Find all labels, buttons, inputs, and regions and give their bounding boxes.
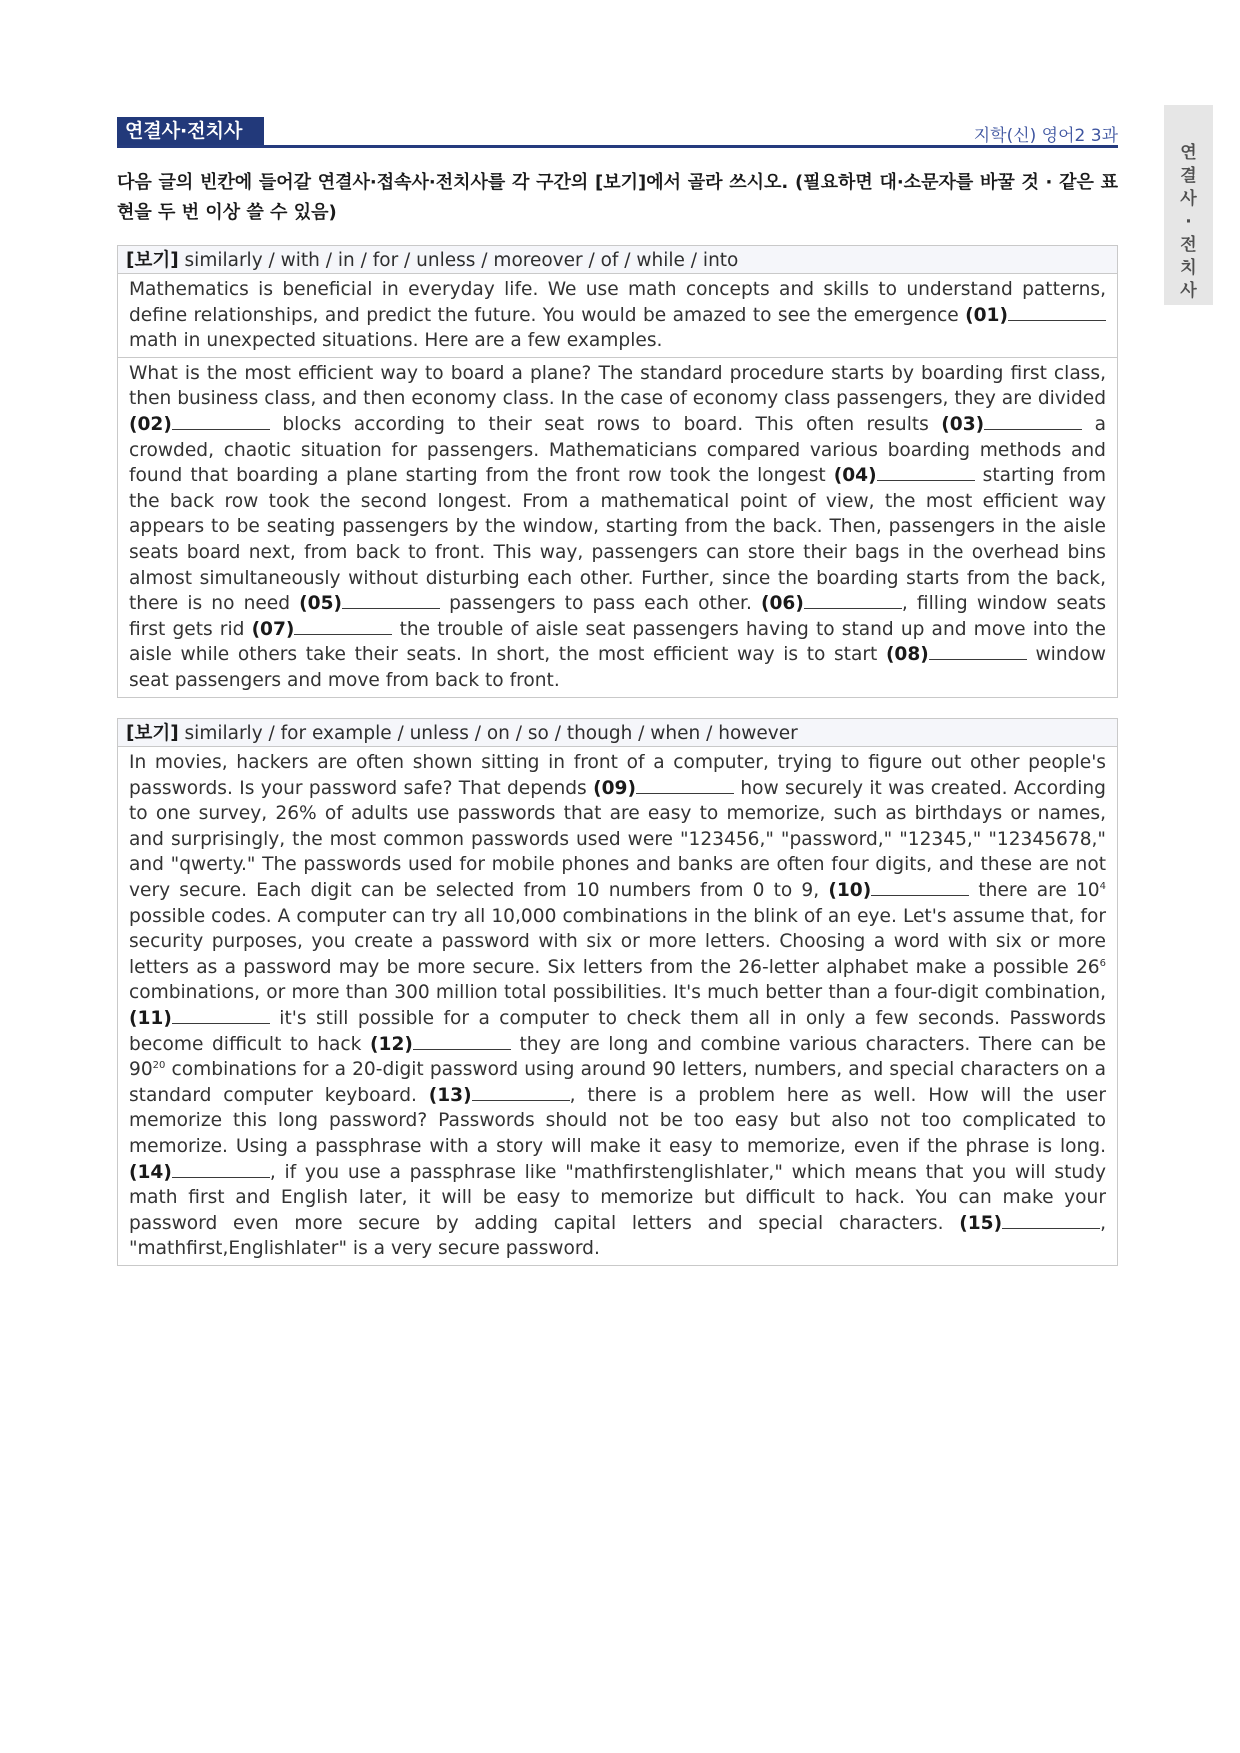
blank-number: (12) xyxy=(370,1033,413,1055)
passage-text: , if you use a passphrase like "mathfirstenglishlater," which means that you will study math first and English later, it will be easy to memorize but difficult to hack. You can make your password even more secure by adding capital letters and special characters. xyxy=(129,1161,1106,1234)
passage-text: What is the most efficient way to board a plane? The standard procedure starts by boarding first class, then business class, and then economy class. In the case of economy class passengers, they are divided xyxy=(129,362,1106,410)
word-bank-label: [보기] xyxy=(126,250,179,271)
passage-text: combinations, or more than 300 million total possibilities. It's much better than a four-digit combination, xyxy=(129,982,1106,1004)
blank-number: (08) xyxy=(885,644,929,666)
word-bank-label: [보기] xyxy=(126,723,179,744)
passage-text: starting from the back row took the second longest. From a mathematical point of view, the most efficient way appears to be seating passengers by the window, starting from the back. Then, passengers in the aisle seats board next, from back to front. This way, passengers can store their bags in the overhead bins almost simultaneously without disturbing each other. Further, since the boarding starts from the back, there is no need xyxy=(129,465,1106,615)
blank-line[interactable] xyxy=(1002,1211,1100,1229)
blank-line[interactable] xyxy=(172,1006,270,1024)
blank-line[interactable] xyxy=(929,642,1027,660)
passage-text: In movies, hackers are often shown sitting in front of a computer, trying to figure out other people's passwords. Is your password safe? That depends xyxy=(129,752,1106,799)
blank-number: (07) xyxy=(251,618,295,640)
word-bank-2 xyxy=(118,719,1117,747)
exercise-box-1 xyxy=(117,245,1118,698)
blank-line[interactable] xyxy=(472,1083,570,1101)
exercise-box-2 xyxy=(117,718,1118,1266)
exponent: 6 xyxy=(1099,957,1106,969)
blank-line[interactable] xyxy=(172,412,270,430)
passage-text: passengers to pass each other. xyxy=(440,593,761,615)
passage-1b xyxy=(118,357,1117,697)
passage-text: Mathematics is beneficial in everyday life. We use math concepts and skills to understand patterns, define relationships, and predict the future. You would be amazed to see the emergence xyxy=(129,279,1106,326)
blank-number: (04) xyxy=(833,465,877,487)
passage-1a xyxy=(118,274,1117,357)
passage-text: combinations for a 20-digit password using around 90 letters, numbers, and special characters on a standard computer keyboard. xyxy=(129,1059,1106,1106)
textbook-label: 지학(신) 영어2 3과 xyxy=(973,126,1118,146)
section-title-tab: 연결사·전치사 xyxy=(117,117,264,145)
blank-number: (14) xyxy=(129,1161,172,1183)
blank-number: (05) xyxy=(299,593,343,615)
blank-line[interactable] xyxy=(984,412,1082,430)
exponent: 4 xyxy=(1099,880,1106,892)
blank-line[interactable] xyxy=(877,463,975,481)
passage-text: window seat passengers and move from back to front. xyxy=(129,644,1106,691)
blank-number: (03) xyxy=(941,413,985,435)
blank-line[interactable] xyxy=(294,617,392,635)
blank-line[interactable] xyxy=(871,878,969,896)
blank-line[interactable] xyxy=(1008,303,1106,321)
side-index-label: 연결사·전치사 xyxy=(1180,143,1197,301)
blank-line[interactable] xyxy=(804,591,902,609)
blank-line[interactable] xyxy=(413,1032,511,1050)
side-index-tab[interactable] xyxy=(1164,105,1213,305)
word-bank-words: similarly / for example / unless / on / so / though / when / however xyxy=(178,723,798,744)
blank-line[interactable] xyxy=(342,591,440,609)
passage-text: how securely it was created. According to one survey, 26% of adults use passwords that are easy to memorize, such as birthdays or names, and surprisingly, the most common passwords used were "123456," "password," "12345," "12345678," and "qwerty." The passwords used for mobile phones and banks are often four digits, and these are not very secure. Each digit can be selected from 10 numbers from 0 to 9, xyxy=(129,777,1106,901)
passage-text: they are long and combine various characters. There can be 90 xyxy=(129,1033,1106,1081)
blank-number: (10) xyxy=(828,879,872,901)
passage-text: there are 10 xyxy=(969,879,1100,901)
passage-text: possible codes. A computer can try all 10,000 combinations in the blink of an eye. Let's assume that, for security purposes, you create a password with six or more letters. Choosing a word with six or more letters as a password may be more secure. Six letters from the 26-letter alphabet make a possible 26 xyxy=(129,905,1106,978)
blank-number: (15) xyxy=(959,1212,1003,1234)
exponent: 20 xyxy=(152,1060,166,1072)
blank-number: (02) xyxy=(129,413,172,435)
blank-line[interactable] xyxy=(636,776,734,794)
blank-number: (09) xyxy=(593,777,636,799)
passage-text: , there is a problem here as well. How will the user memorize this long password? Passwords should not be too easy but also not too complicated to memorize. Using a passphrase with a story will make it easy to memorize, even if the phrase is long. xyxy=(129,1084,1106,1157)
passage-text: the trouble of aisle seat passengers having to stand up and move into the aisle while others take their seats. In short, the most efficient way is to start xyxy=(129,618,1106,666)
blank-number: (01) xyxy=(965,304,1008,326)
passage-text: , "mathfirst,Englishlater" is a very secure password. xyxy=(129,1212,1106,1260)
passage-text: it's still possible for a computer to check them all in only a few seconds. Passwords become difficult to hack xyxy=(129,1007,1106,1055)
blank-number: (13) xyxy=(428,1084,472,1106)
word-bank-words: similarly / with / in / for / unless / moreover / of / while / into xyxy=(178,250,739,271)
instruction-text: 다음 글의 빈칸에 들어갈 연결사·접속사·전치사를 각 구간의 [보기]에서 골라 쓰시오. (필요하면 대·소문자를 바꿀 것 · 같은 표현을 두 번 이상 쓸 수 있음) xyxy=(117,172,1118,223)
word-bank-1 xyxy=(118,246,1117,274)
passage-text: blocks according to their seat rows to board. This often results xyxy=(269,413,942,435)
page-header xyxy=(117,117,1118,148)
passage-text: a crowded, chaotic situation for passengers. Mathematicians compared various boarding methods and found that boarding a plane starting from the front row took the longest xyxy=(129,413,1106,487)
passage-text: math in unexpected situations. Here are a few examples. xyxy=(129,330,663,352)
blank-line[interactable] xyxy=(172,1160,270,1178)
blank-number: (11) xyxy=(129,1007,172,1029)
blank-number: (06) xyxy=(761,593,804,615)
passage-text: , filling window seats first gets rid xyxy=(129,593,1107,640)
passage-2 xyxy=(118,747,1117,1265)
